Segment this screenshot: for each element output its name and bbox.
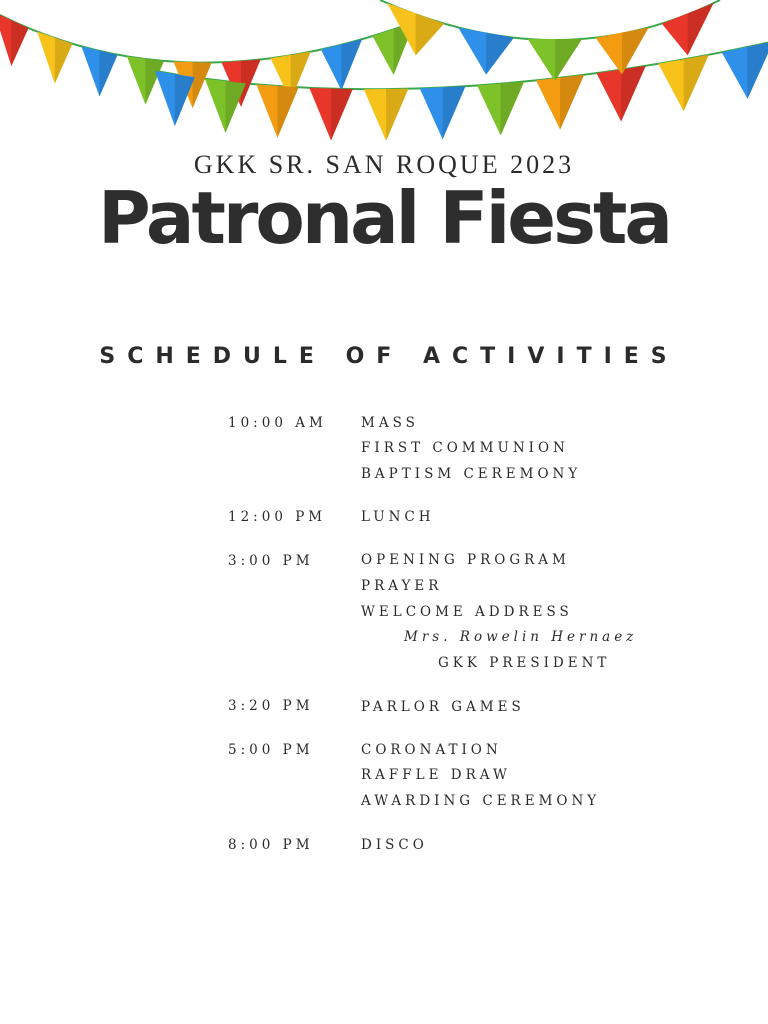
schedule-activity: WELCOME ADDRESS	[361, 604, 573, 620]
event-subtitle: GKK SR. SAN ROQUE 2023	[193, 150, 575, 179]
schedule-activity: AWARDING CEREMONY	[361, 793, 601, 809]
pennant-flag-shade	[416, 13, 444, 55]
pennant-flag-shade	[443, 86, 466, 139]
event-title: Patronal Fiesta	[98, 176, 670, 260]
pennant-flag-shade	[621, 66, 646, 122]
pennant-flag-shade	[55, 38, 73, 84]
schedule-activity: LUNCH	[361, 509, 435, 525]
pennant-flag-shade	[501, 82, 525, 136]
schedule-activity: FIRST COMMUNION	[361, 440, 569, 456]
pennant-flag-shade	[684, 55, 709, 112]
schedule-heading: SCHEDULE OF ACTIVITIES	[99, 344, 679, 369]
schedule-time: 3:20 PM	[228, 698, 314, 714]
pennant-flag	[37, 32, 72, 84]
schedule-activity: BAPTISM CEREMONY	[361, 466, 582, 482]
pennant-bunting	[0, 0, 768, 140]
schedule-activity: RAFFLE DRAW	[361, 767, 511, 783]
pennant-flag-shade	[386, 89, 408, 140]
schedule-time: 12:00 PM	[228, 509, 327, 525]
schedule-time: 5:00 PM	[228, 742, 314, 758]
pennant-flag-shade	[748, 41, 768, 98]
pennant-flag-shade	[560, 75, 584, 130]
pennant-flag-shade	[331, 88, 353, 140]
pennant-flag-shade	[341, 39, 362, 90]
pennant-flag-shade	[486, 33, 514, 75]
schedule-time: 8:00 PM	[228, 837, 314, 853]
pennant-flag-shade	[225, 81, 246, 133]
pennant-flag-shade	[11, 20, 28, 66]
schedule-activity: CORONATION	[361, 742, 502, 758]
schedule-activity: MASS	[361, 415, 419, 431]
speaker-name: Mrs. Rowelin Hernaez	[404, 629, 638, 645]
schedule-time: 10:00 AM	[228, 415, 327, 431]
schedule-activity: PRAYER	[361, 578, 443, 594]
speaker-role: GKK PRESIDENT	[438, 655, 611, 671]
schedule-activity: OPENING PROGRAM	[361, 552, 570, 568]
pennant-flag-shade	[277, 86, 298, 138]
pennant-flag-shade	[688, 3, 714, 55]
schedule-activity: PARLOR GAMES	[361, 699, 525, 715]
schedule-activity: DISCO	[361, 837, 428, 853]
pennant-flag-shade	[100, 51, 118, 97]
schedule-time: 3:00 PM	[228, 553, 314, 569]
